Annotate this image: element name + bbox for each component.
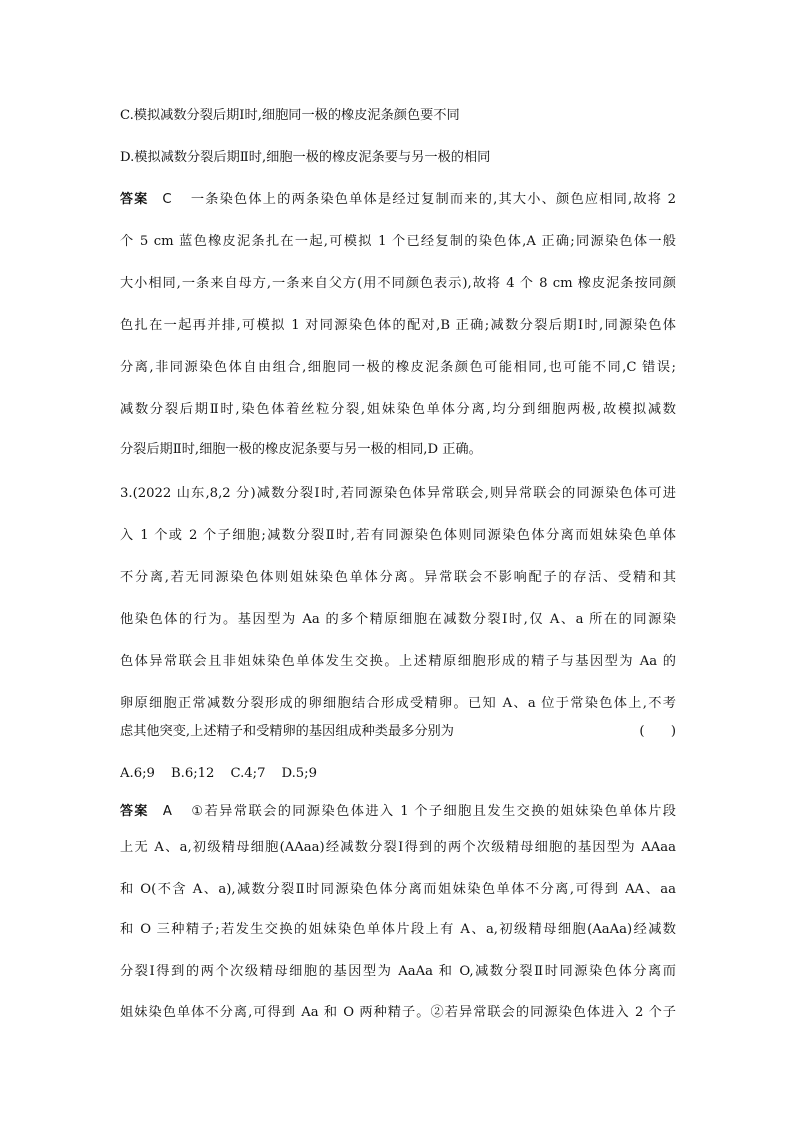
option-b: B.6;12	[170, 766, 215, 781]
question3-stem-line: 虑其他突变,上述精子和受精卵的基因组成种类最多分别为	[120, 724, 454, 739]
explanation-line: 分裂Ⅰ得到的两个次级精母细胞的基因型为 AaAa 和 O,减数分裂Ⅱ时同源染色体分离而	[120, 964, 676, 979]
explanation-line: 分离,非同源染色体自由组合,细胞同一极的橡皮泥条颜色可能相同,也可能不同,C 错误;	[120, 360, 676, 375]
answer-bracket: ( )	[639, 724, 676, 739]
answer-letter: A	[162, 804, 172, 819]
explanation-line: 和 O 三种精子;若发生交换的姐妹染色单体片段上有 A、a,初级精母细胞(AaAa)经减数	[120, 922, 676, 937]
question3-stem-line: 不分离,若无同源染色体则姐妹染色单体分离。异常联会不影响配子的存活、受精和其	[120, 570, 676, 585]
explanation-line: 和 O(不含 A、a),减数分裂Ⅱ时同源染色体分离而姐妹染色单体不分离,可得到 AA、aa	[120, 882, 676, 897]
explanation-line: 一条染色体上的两条染色单体是经过复制而来的,其大小、颜色应相同,故将 2	[189, 192, 676, 207]
question3-stem-line: 3.(2022 山东,8,2 分)减数分裂Ⅰ时,若同源染色体异常联会,则异常联会的同源染色体可进	[120, 486, 676, 501]
question3-stem-line: 他染色体的行为。基因型为 Aa 的多个精原细胞在减数分裂Ⅰ时,仅 A、a 所在的同源染	[120, 612, 676, 627]
question2-option-c: C.模拟减数分裂后期Ⅰ时,细胞同一极的橡皮泥条颜色要不同	[120, 108, 460, 123]
explanation-line: 减数分裂后期Ⅱ时,染色体着丝粒分裂,姐妹染色单体分离,均分到细胞两极,故模拟减数	[120, 402, 676, 417]
question3-answer-line	[120, 802, 676, 822]
answer-label: 答案	[120, 804, 149, 819]
answer-letter: C	[162, 192, 172, 207]
explanation-line: 大小相同,一条来自母方,一条来自父方(用不同颜色表示),故将 4 个 8 cm 橡皮泥条按同颜	[120, 276, 676, 291]
explanation-line: 分裂后期Ⅱ时,细胞一极的橡皮泥条要与另一极的相同,D 正确。	[120, 442, 482, 457]
explanation-line: 个 5 cm 蓝色橡皮泥条扎在一起,可模拟 1 个已经复制的染色体,A 正确;同源染色体一般	[120, 234, 676, 249]
explanation-line: ①若异常联会的同源染色体进入 1 个子细胞且发生交换的姐妹染色单体片段	[189, 804, 676, 819]
explanation-line: 姐妹染色单体不分离,可得到 Aa 和 O 两种精子。②若异常联会的同源染色体进入 2 个子	[120, 1005, 676, 1020]
explanation-line: 上无 A、a,初级精母细胞(AAaa)经减数分裂Ⅰ得到的两个次级精母细胞的基因型为 AAaa	[120, 840, 676, 855]
option-c: C.4;7	[230, 766, 266, 781]
question3-stem-last-line	[120, 722, 676, 742]
question3-stem-line: 卵原细胞正常减数分裂形成的卵细胞结合形成受精卵。已知 A、a 位于常染色体上,不考	[120, 696, 676, 711]
question3-options	[120, 764, 676, 784]
option-d: D.5;9	[281, 766, 318, 781]
question3-stem-line: 色体异常联会且非姐妹染色单体发生交换。上述精原细胞形成的精子与基因型为 Aa 的	[120, 654, 676, 669]
question3-stem-line: 入 1 个或 2 个子细胞;减数分裂Ⅱ时,若有同源染色体则同源染色体分离而姐妹染色单体	[120, 528, 676, 543]
option-a: A.6;9	[120, 766, 155, 781]
question2-option-d: D.模拟减数分裂后期Ⅱ时,细胞一极的橡皮泥条要与另一极的相同	[120, 150, 491, 165]
answer-label: 答案	[120, 192, 149, 207]
explanation-line: 色扎在一起再并排,可模拟 1 对同源染色体的配对,B 正确;减数分裂后期Ⅰ时,同源染色体	[120, 318, 676, 333]
question2-answer-line	[120, 190, 676, 210]
